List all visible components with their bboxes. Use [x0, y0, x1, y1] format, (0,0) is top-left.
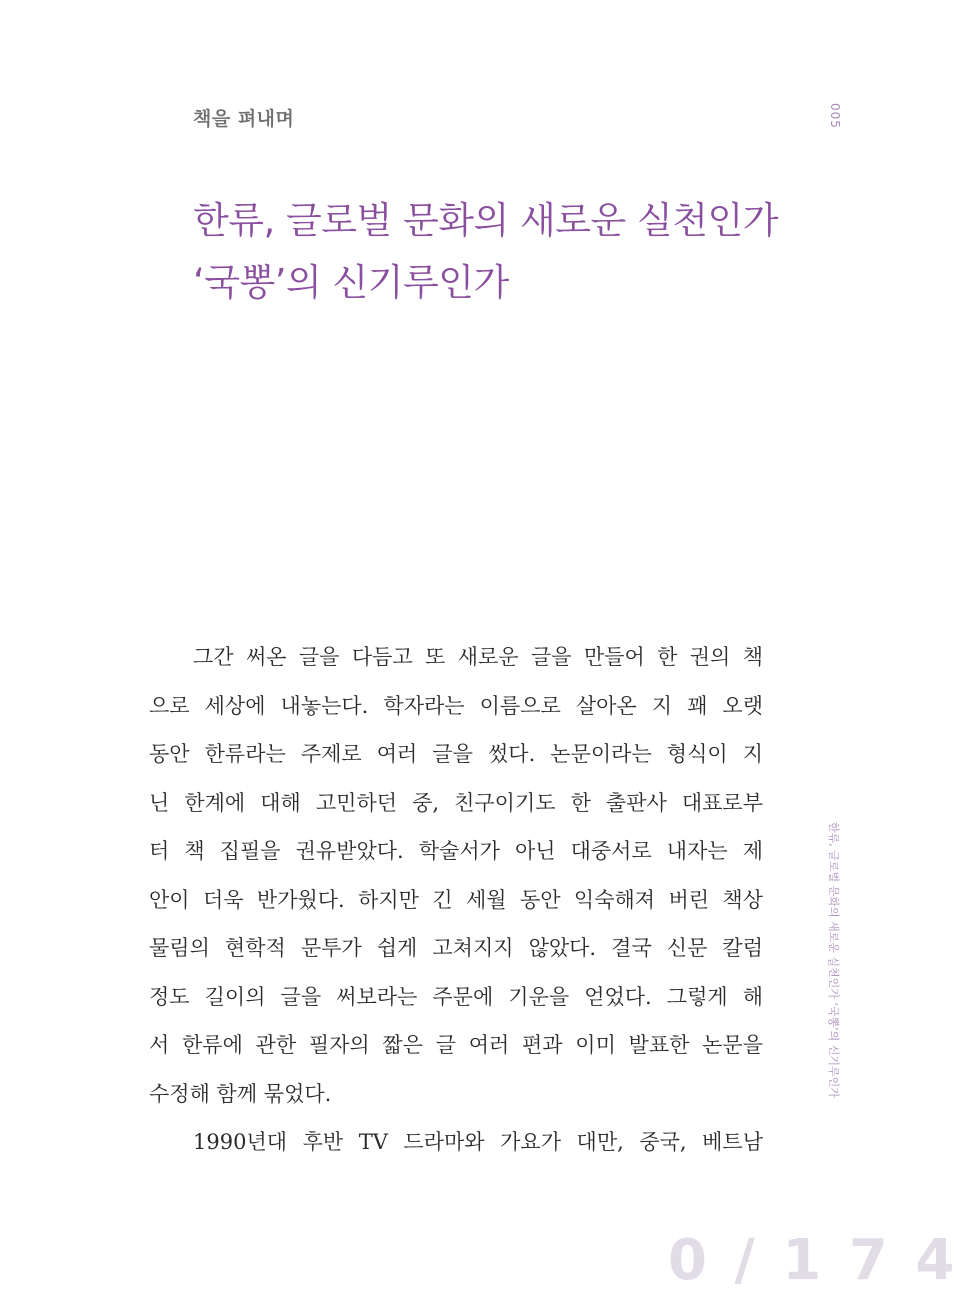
body-line: 1990년대 후반 TV 드라마와 가요가 대만, 중국, 베트남: [193, 1130, 763, 1154]
body-text: [149, 633, 763, 1167]
body-line: 수정해 함께 묶었다.: [149, 1081, 332, 1106]
running-header: 한류, 글로벌 문화의 새로운 실천인가 ‘국뽕’의 신기루인가: [827, 822, 840, 1098]
body-line: 서 한류에 관한 필자의 짧은 글 여러 편과 이미 발표한 논문을: [149, 1033, 763, 1057]
body-line: 정도 길이의 글을 써보라는 주문에 기운을 얻었다. 그렇게 해: [149, 984, 763, 1009]
section-label: 책을 펴내며: [193, 108, 295, 130]
bottom-decorative-text: 0 / 1 7 4: [668, 1228, 958, 1293]
body-line: 닌 한계에 대해 고민하던 중, 친구이기도 한 출판사 대표로부: [149, 790, 763, 815]
title-line-2: ‘국뽕’의 신기루인가: [193, 261, 509, 304]
body-line: 터 책 집필을 권유받았다. 학술서가 아닌 대중서로 내자는 제: [149, 839, 763, 863]
body-line: 그간 써온 글을 다듬고 또 새로운 글을 만들어 한 권의 책: [193, 645, 763, 669]
body-line: 물림의 현학적 문투가 쉽게 고쳐지지 않았다. 결국 신문 칼럼: [149, 936, 763, 960]
body-line: 안이 더욱 반가웠다. 하지만 긴 세월 동안 익숙해져 버린 책상: [149, 887, 763, 912]
chapter-title: [193, 190, 793, 314]
body-line: 동안 한류라는 주제로 여러 글을 썼다. 논문이라는 형식이 지: [149, 742, 763, 766]
page-number: 005: [828, 103, 842, 129]
body-line: 으로 세상에 내놓는다. 학자라는 이름으로 살아온 지 꽤 오랫: [149, 693, 763, 718]
title-line-1: 한류, 글로벌 문화의 새로운 실천인가: [193, 199, 778, 242]
